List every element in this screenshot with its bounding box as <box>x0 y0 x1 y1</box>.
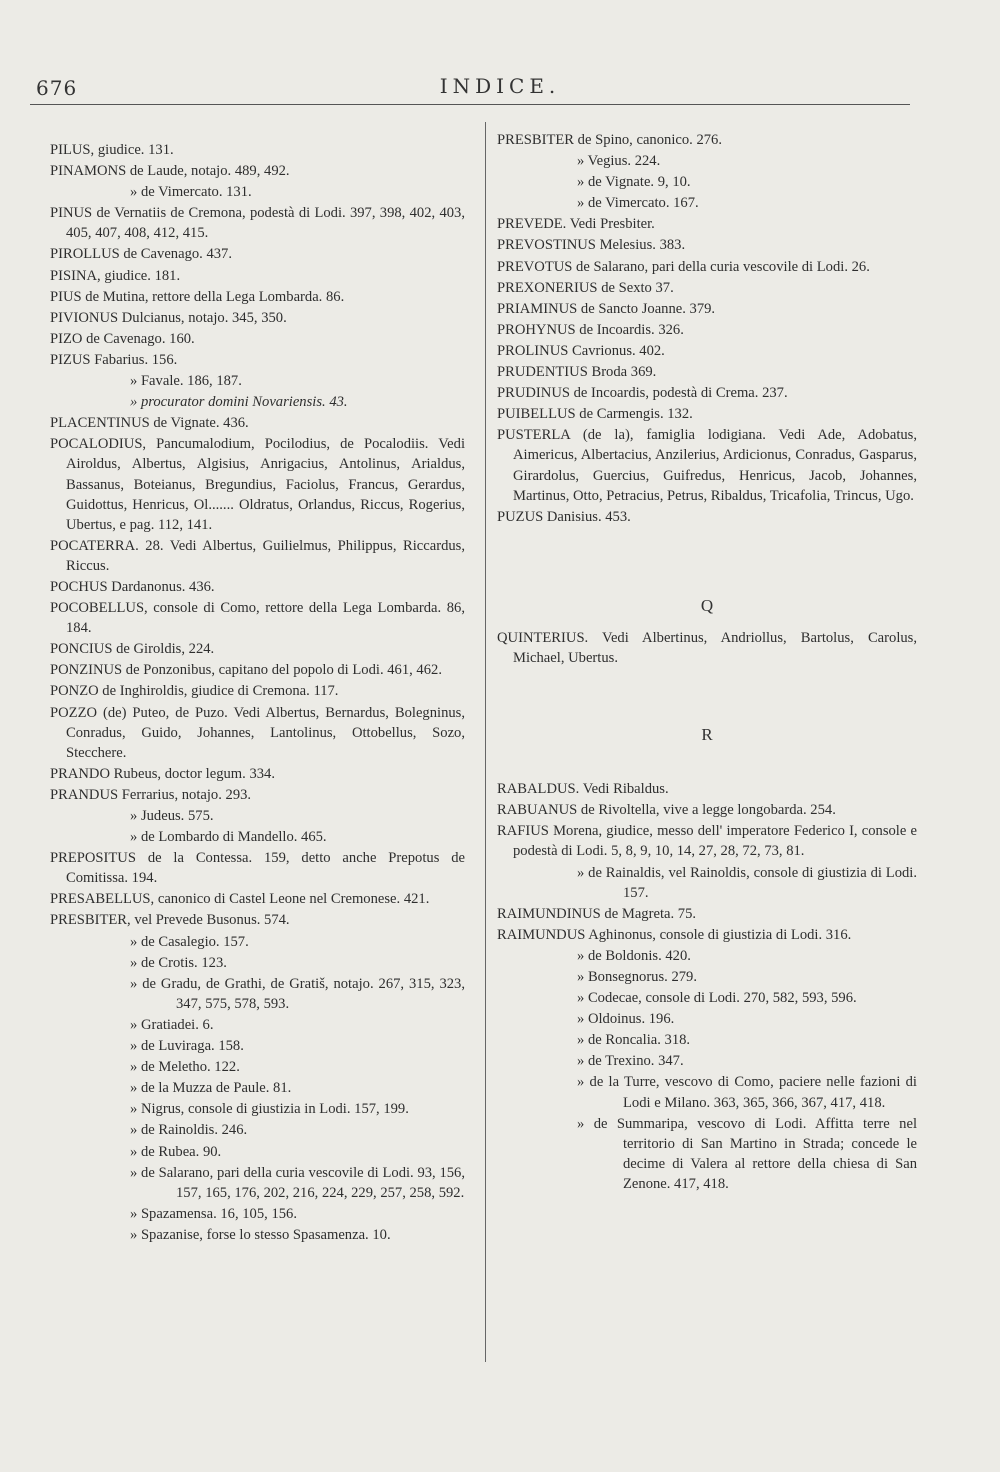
index-entry: PRUDINUS de Incoardis, podestà di Crema. 237. <box>497 385 788 402</box>
index-subentry: » de Rainaldis, vel Rainoldis, console di giustizia di Lodi. 157. <box>577 864 917 901</box>
index-subentry: » de Meletho. 122. <box>130 1059 240 1076</box>
index-subentry: » procurator domini Novariensis. 43. <box>130 394 348 411</box>
index-entry: PONZO de Inghiroldis, giudice di Cremona. 117. <box>50 683 339 700</box>
index-entry: PUIBELLUS de Carmengis. 132. <box>497 406 693 423</box>
index-entry: PROLINUS Cavrionus. 402. <box>497 342 665 359</box>
index-entry: PLACENTINUS de Vignate. 436. <box>50 415 249 432</box>
index-entry: PROHYNUS de Incoardis. 326. <box>497 321 684 338</box>
left-column <box>50 140 465 1246</box>
index-subentry: » de Lombardo di Mandello. 465. <box>130 829 327 846</box>
running-head: INDICE. <box>439 74 561 98</box>
index-subentry: » de Boldonis. 420. <box>577 947 691 964</box>
index-subentry: » Nigrus, console di giustizia in Lodi. 157, 199. <box>130 1101 409 1118</box>
index-subentry: » de Gradu, de Grathi, de Gratiš, notajo. 267, 315, 323, 347, 575, 578, 593. <box>130 975 465 1012</box>
index-entry: PIVIONUS Dulcianus, notajo. 345, 350. <box>50 309 287 326</box>
index-subentry: » Vegius. 224. <box>577 153 661 170</box>
index-entry: QUINTERIUS. Vedi Albertinus, Andriollus, Bartolus, Carolus, Michael, Ubertus. <box>497 629 917 666</box>
index-entry: PILUS, giudice. 131. <box>50 142 174 158</box>
right-column <box>497 130 917 1195</box>
index-entry: PINAMONS de Laude, notajo. 489, 492. <box>50 163 290 180</box>
index-subentry: » de Vignate. 9, 10. <box>577 174 691 191</box>
index-subentry: » de Rubea. 90. <box>130 1143 222 1160</box>
index-entry: PRESBITER, vel Prevede Busonus. 574. <box>50 912 290 929</box>
index-subentry: » Spazanise, forse lo stesso Spasamenza. 10. <box>130 1226 391 1243</box>
index-entry: PRIAMINUS de Sancto Joanne. 379. <box>497 300 716 317</box>
index-entry: PREPOSITUS de la Contessa. 159, detto anche Prepotus de Comitissa. 194. <box>50 850 465 887</box>
index-subentry: » de Summaripa, vescovo di Lodi. Affitta terre nel territorio di San Martino in Strada; concede le decime di Valera al rettore della chiesa di San Zenone. 417, 418. <box>577 1115 917 1192</box>
index-entry: POZZO (de) Puteo, de Puzo. Vedi Albertus, Bernardus, Bolegninus, Conradus, Guido, Johannes, Lantolinus, Ottobellus, Sozo, Stecchere. <box>50 704 465 761</box>
index-entry: PINUS de Vernatiis de Cremona, podestà di Lodi. 397, 398, 402, 403, 405, 407, 408, 412, 415. <box>50 205 465 242</box>
index-entry: PIROLLUS de Cavenago. 437. <box>50 246 232 263</box>
index-subentry: » Spazamensa. 16, 105, 156. <box>130 1205 297 1222</box>
index-entry: RABUANUS de Rivoltella, vive a legge longobarda. 254. <box>497 802 836 819</box>
index-subentry: » de Vimercato. 131. <box>130 184 252 201</box>
index-subentry: » de Rainoldis. 246. <box>130 1122 248 1139</box>
index-entry: PRANDO Rubeus, doctor legum. 334. <box>50 765 275 782</box>
index-subentry: » Bonsegnorus. 279. <box>577 969 697 985</box>
index-entry: PRUDENTIUS Broda 369. <box>497 364 657 381</box>
index-entry: PREVOTUS de Salarano, pari della curia vescovile di Lodi. 26. <box>497 258 870 275</box>
index-subentry: » Gratiadei. 6. <box>130 1016 214 1033</box>
index-entry: RABALDUS. Vedi Ribaldus. <box>497 781 669 798</box>
index-entry: PUZUS Danisius. 453. <box>497 508 631 525</box>
index-entry: POCALODIUS, Pancumalodium, Pocilodius, de Pocalodiis. Vedi Airoldus, Albertus, Algisius, Anrigacius, Antolinus, Arialdus, Bassanus, Boteianus, Bregundius, Faciolus, Francus, Gerardus, Guidottus, Henricus, Ol....... Oldratus, Orlandus, Riccus, Rogerius, Ubertus, e pag. 112, 141. <box>50 436 465 533</box>
index-entry: POCATERRA. 28. Vedi Albertus, Guilielmus, Philippus, Riccardus, Riccus. <box>50 537 465 574</box>
index-entry: PONZINUS de Ponzonibus, capitano del popolo di Lodi. 461, 462. <box>50 662 442 679</box>
index-entry: PUSTERLA (de la), famiglia lodigiana. Vedi Ade, Adobatus, Aimericus, Albertacius, Anzilerius, Ardicionus, Conradus, Gasparus, Girardolus, Guercius, Guifredus, Henricus, Jacob, Johannes, Martinus, Otto, Petracius, Petrus, Ribaldus, Tricafolia, Trincus, Ugo. <box>497 427 917 504</box>
index-entry: PREVEDE. Vedi Presbiter. <box>497 216 655 233</box>
index-entry: PRESBITER de Spino, canonico. 276. <box>497 132 722 148</box>
index-entry: PONCIUS de Giroldis, 224. <box>50 641 215 658</box>
header-rule <box>30 104 910 105</box>
index-entry: PIUS de Mutina, rettore della Lega Lombarda. 86. <box>50 288 345 305</box>
index-entry: PRESABELLUS, canonico di Castel Leone nel Cremonese. 421. <box>50 891 430 908</box>
index-subentry: » de Trexino. 347. <box>577 1053 684 1070</box>
index-subentry: » de Vimercato. 167. <box>577 195 699 212</box>
index-entry: POCHUS Dardanonus. 436. <box>50 578 215 595</box>
index-entry: PIZO de Cavenago. 160. <box>50 330 195 347</box>
index-subentry: » de la Muzza de Paule. 81. <box>130 1080 292 1097</box>
right-p-entries <box>497 130 917 527</box>
section-letter-q: Q <box>700 595 714 615</box>
index-subentry: » Codecae, console di Lodi. 270, 582, 593, 596. <box>577 990 857 1007</box>
section-letter-r: R <box>701 725 713 745</box>
index-subentry: » Favale. 186, 187. <box>130 373 242 390</box>
section-r-entries <box>497 779 917 1194</box>
index-entry: PRANDUS Ferrarius, notajo. 293. <box>50 786 252 803</box>
index-subentry: » de Casalegio. 157. <box>130 933 249 950</box>
index-entry: PISINA, giudice. 181. <box>50 267 181 284</box>
index-entry: PREVOSTINUS Melesius. 383. <box>497 237 686 254</box>
index-subentry: » de Luviraga. 158. <box>130 1038 244 1055</box>
column-divider <box>485 122 486 1362</box>
index-entry: PIZUS Fabarius. 156. <box>50 351 178 368</box>
index-entry: RAIMUNDUS Aghinonus, console di giustizia di Lodi. 316. <box>497 926 852 943</box>
index-entry: POCOBELLUS, console di Como, rettore della Lega Lombarda. 86, 184. <box>50 600 465 637</box>
index-entry: RAIMUNDINUS de Magreta. 75. <box>497 905 697 922</box>
index-subentry: » Judeus. 575. <box>130 808 214 824</box>
section-q-entries <box>497 628 917 668</box>
index-entry: PREXONERIUS de Sexto 37. <box>497 279 674 296</box>
index-subentry: » de Roncalia. 318. <box>577 1032 691 1049</box>
index-subentry: » de la Turre, vescovo di Como, paciere nelle fazioni di Lodi e Milano. 363, 365, 366, 367, 417, 418. <box>577 1074 917 1111</box>
page-number: 676 <box>36 76 78 100</box>
index-subentry: » de Crotis. 123. <box>130 954 227 971</box>
index-entry: RAFIUS Morena, giudice, messo dell' imperatore Federico I, console e podestà di Lodi. 5, 8, 9, 10, 14, 27, 28, 72, 73, 81. <box>497 823 917 860</box>
index-subentry: » de Salarano, pari della curia vescovile di Lodi. 93, 156, 157, 165, 176, 202, 216, 224, 229, 257, 258, 592. <box>130 1164 465 1201</box>
index-subentry: » Oldoinus. 196. <box>577 1011 675 1028</box>
